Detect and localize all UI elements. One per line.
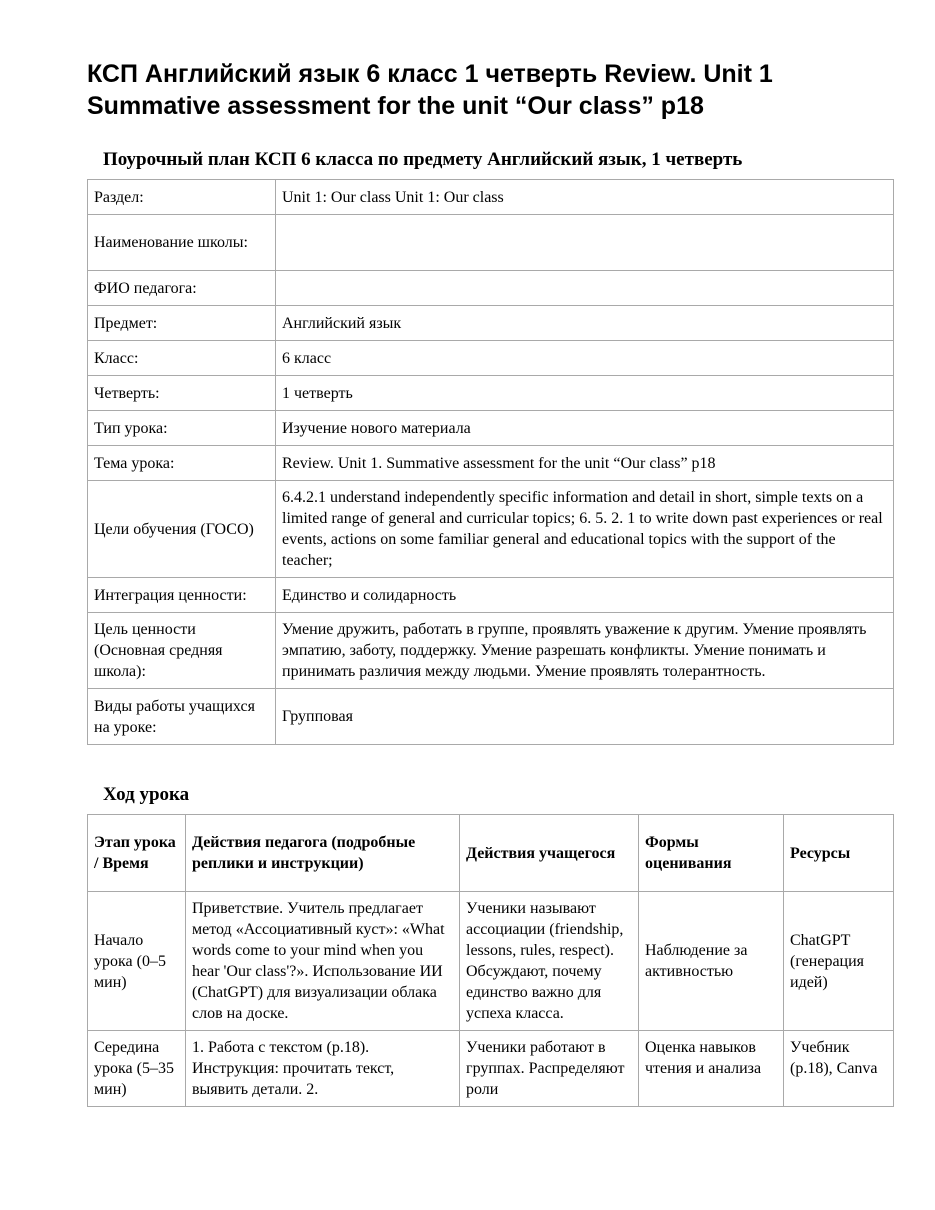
info-value [276,215,894,271]
info-value: Изучение нового материала [276,411,894,446]
lesson-info-table [87,179,894,745]
header-teacher-actions: Действия педагога (подробные реплики и инструкции) [186,815,460,892]
resources-cell: ChatGPT (генерация идей) [784,892,894,1031]
info-label: Тема урока: [88,446,276,481]
info-label: ФИО педагога: [88,271,276,306]
lesson-header-row [88,815,894,892]
info-row-value-goal [88,613,894,689]
header-assessment: Формы оценивания [639,815,784,892]
header-stage: Этап урока / Время [88,815,186,892]
info-row-teacher [88,271,894,306]
info-label: Виды работы учащихся на уроке: [88,689,276,745]
lesson-row-middle [88,1031,894,1107]
student-actions-cell: Ученики называют ассоциации (friendship, lessons, rules, respect). Обсуждают, почему единство важно для успеха класса. [460,892,639,1031]
info-label: Класс: [88,341,276,376]
teacher-actions-cell: 1. Работа с текстом (p.18). Инструкция: прочитать текст, выявить детали. 2. [186,1031,460,1107]
stage-cell: Начало урока (0–5 мин) [88,892,186,1031]
lesson-heading: Ход урока [103,784,190,805]
info-value: Групповая [276,689,894,745]
info-label: Тип урока: [88,411,276,446]
student-actions-cell: Ученики работают в группах. Распределяют роли [460,1031,639,1107]
info-row-school [88,215,894,271]
info-label: Наименование школы: [88,215,276,271]
info-value: Английский язык [276,306,894,341]
lesson-flow-table [87,814,894,1107]
teacher-actions-cell: Приветствие. Учитель предлагает метод «Ассоциативный куст»: «What words come to your mind when you hear 'Our class'?». Использование ИИ (ChatGPT) для визуализации облака слов на доске. [186,892,460,1031]
info-label: Четверть: [88,376,276,411]
page-title: КСП Английский язык 6 класс 1 четверть Review. Unit 1 Summative assessment for the unit “Our class” p18 [87,60,773,120]
info-label: Раздел: [88,180,276,215]
info-row-grade [88,341,894,376]
info-label: Цель ценности (Основная средняя школа): [88,613,276,689]
header-student-actions: Действия учащегося [460,815,639,892]
info-value: 6 класс [276,341,894,376]
info-label: Предмет: [88,306,276,341]
info-value: Единство и солидарность [276,578,894,613]
info-row-quarter [88,376,894,411]
resources-cell: Учебник (p.18), Canva [784,1031,894,1107]
assessment-cell: Оценка навыков чтения и анализа [639,1031,784,1107]
info-value [276,271,894,306]
info-value: 6.4.2.1 understand independently specific information and detail in short, simple texts on a limited range of general and curricular topics; 6. 5. 2. 1 to write down past experiences or real events, actions on some familiar general and educational topics with the support of the teacher; [276,481,894,578]
info-value: Unit 1: Our class Unit 1: Our class [276,180,894,215]
info-row-lesson-type [88,411,894,446]
info-row-topic [88,446,894,481]
info-row-objectives [88,481,894,578]
lesson-row-start [88,892,894,1031]
stage-cell: Середина урока (5–35 мин) [88,1031,186,1107]
info-label: Интеграция ценности: [88,578,276,613]
info-row-value-integration [88,578,894,613]
info-label: Цели обучения (ГОСО) [88,481,276,578]
header-resources: Ресурсы [784,815,894,892]
plan-heading: Поурочный план КСП 6 класса по предмету Английский язык, 1 четверть [103,149,743,170]
info-row-work-types [88,689,894,745]
assessment-cell: Наблюдение за активностью [639,892,784,1031]
info-value: Умение дружить, работать в группе, проявлять уважение к другим. Умение проявлять эмпатию, заботу, поддержку. Умение разрешать конфликты. Умение понимать и принимать различия между людьми. Умение проявлять толерантность. [276,613,894,689]
info-value: Review. Unit 1. Summative assessment for the unit “Our class” p18 [276,446,894,481]
info-row-section [88,180,894,215]
info-value: 1 четверть [276,376,894,411]
info-row-subject [88,306,894,341]
